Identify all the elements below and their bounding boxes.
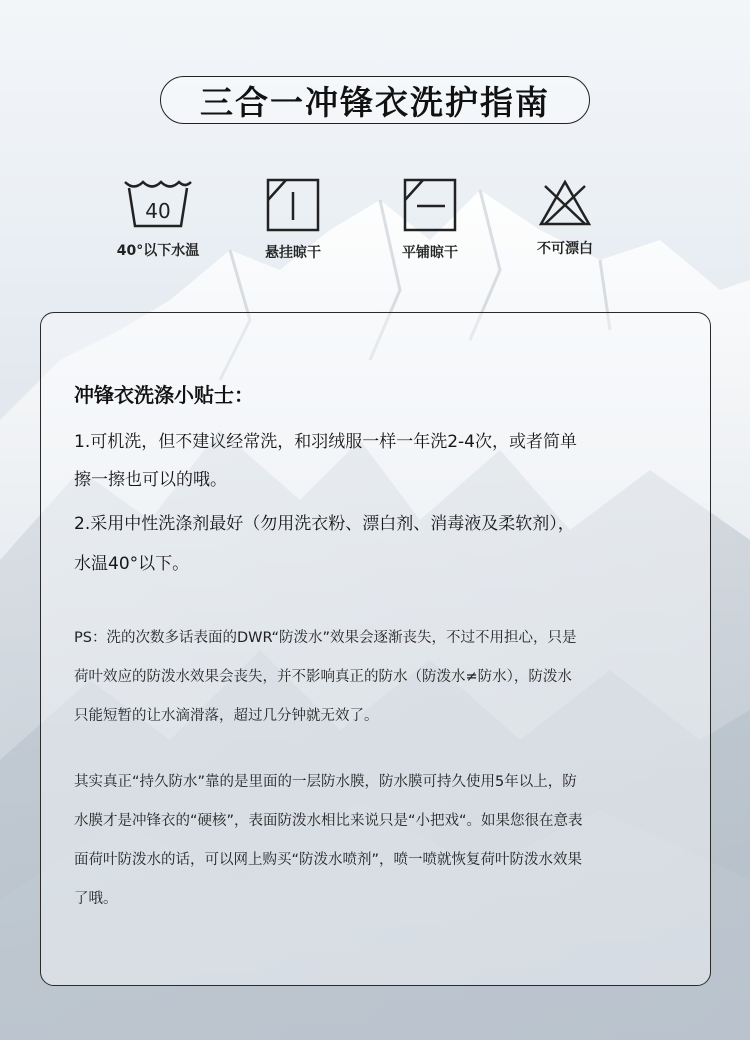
tip-1-line-1: 1.可机洗，但不建议经常洗，和羽绒服一样一年洗2-4次，或者简单 — [74, 432, 577, 452]
note-line-3: 面荷叶防泼水的话，可以网上购买“防泼水喷剂”，喷一喷就恢复荷叶防泼水效果 — [74, 852, 583, 868]
note-line-1: 其实真正“持久防水”靠的是里面的一层防水膜，防水膜可持久使用5年以上，防 — [74, 774, 577, 790]
no-bleach-icon — [537, 178, 593, 228]
note-line-2: 水膜才是冲锋衣的“硬核”，表面防泼水相比来说只是“小把戏“。如果您很在意表 — [74, 813, 583, 829]
tip-2-line-2: 水温40°以下。 — [74, 554, 190, 574]
care-item-wash — [88, 178, 228, 260]
dry-flat-label: 平铺晾干 — [402, 245, 458, 261]
wash-40-icon — [123, 178, 193, 230]
ps-line-1: PS：洗的次数多话表面的DWR“防泼水”效果会逐渐丧失，不过不用担心，只是 — [74, 630, 577, 646]
svg-text:40: 40 — [145, 199, 171, 223]
tip-1-line-2: 擦一擦也可以的哦。 — [74, 470, 227, 490]
note-line-4: 了哦。 — [74, 891, 118, 907]
care-item-dry-flat — [360, 178, 500, 262]
tips-title: 冲锋衣洗涤小贴士： — [74, 383, 254, 407]
care-item-drip-dry — [223, 178, 363, 262]
care-icons-row — [0, 178, 750, 268]
no-bleach-label: 不可漂白 — [537, 241, 593, 257]
dry-flat-icon — [403, 178, 457, 232]
washing-tips-card — [40, 312, 711, 986]
tip-2-line-1: 2.采用中性洗涤剂最好（勿用洗衣粉、漂白剂、消毒液及柔软剂）， — [74, 514, 575, 534]
care-item-no-bleach — [495, 178, 635, 258]
wash-temp-label: 40°以下水温 — [116, 243, 200, 259]
page-title: 三合一冲锋衣洗护指南 — [200, 82, 550, 122]
drip-dry-icon — [266, 178, 320, 232]
title-pill — [160, 76, 590, 124]
ps-line-3: 只能短暂的让水滴滑落，超过几分钟就无效了。 — [74, 708, 379, 724]
ps-line-2: 荷叶效应的防泼水效果会丧失，并不影响真正的防水（防泼水≠防水），防泼水 — [74, 669, 572, 685]
drip-dry-label: 悬挂晾干 — [265, 245, 321, 261]
